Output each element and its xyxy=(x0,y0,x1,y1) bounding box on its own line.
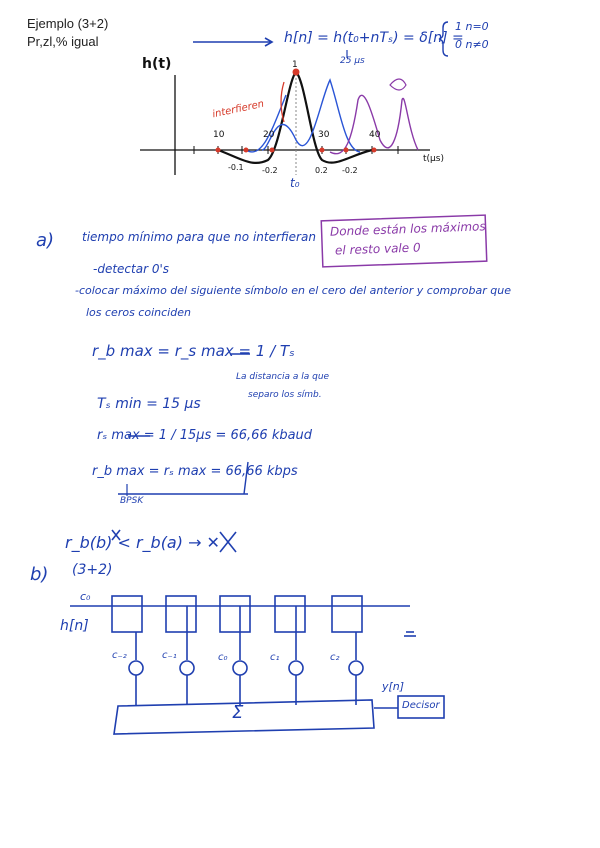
part-a-eq-4: r_b max = rₛ max = 66,66 kbps xyxy=(92,464,298,479)
equation-case-1: 1 n=0 xyxy=(455,20,489,33)
equation-note: 25 µs xyxy=(340,56,365,66)
part-b-config: (3+2) xyxy=(72,562,113,578)
coeff-c0: c₀ xyxy=(218,652,228,663)
part-b-marker: b) xyxy=(30,564,49,585)
plot-annotation: interfieren xyxy=(211,98,266,121)
tick-40: 40 xyxy=(369,130,381,140)
note-line-2: el resto vale 0 xyxy=(334,240,421,258)
tick-10: 10 xyxy=(213,130,225,140)
part-a-eq-1: r_b max = r_s max = 1 / Tₛ xyxy=(92,342,295,360)
fir-filter-diagram xyxy=(70,530,444,734)
neg-label-3: 0.2 xyxy=(315,166,328,175)
part-a-line-1: tiempo mínimo para que no interfieran xyxy=(82,230,316,244)
part-a-line-2: -detectar 0's xyxy=(93,262,170,276)
part-a-eq-4-sub: BPSK xyxy=(120,496,144,506)
part-b-input: h[n] xyxy=(60,618,89,634)
plot-t0: t₀ xyxy=(290,176,300,190)
part-a-eq-1-note-2: separo los símb. xyxy=(248,390,322,400)
coeff-c2: c₂ xyxy=(330,652,340,663)
part-a-marker: a) xyxy=(36,230,55,251)
coeff-c-minus-2: c₋₂ xyxy=(112,650,127,661)
coeff-c-minus-1: c₋₁ xyxy=(162,650,177,661)
neg-label-2: -0.2 xyxy=(262,166,278,175)
plot-unit: t(µs) xyxy=(423,154,444,164)
part-a-eq-2: Tₛ min = 15 µs xyxy=(97,396,201,412)
note-line-1: Donde están los máximos xyxy=(329,219,486,239)
part-a-line-4: los ceros coinciden xyxy=(86,306,191,319)
part-b-c0: c₀ xyxy=(80,590,91,603)
tick-30: 30 xyxy=(318,130,330,140)
plot-peak-label: 1 xyxy=(292,60,298,70)
part-a-compare: r_b(b) < r_b(a) → ✕ xyxy=(65,533,220,552)
part-a-eq-1-note-1: La distancia a la que xyxy=(236,372,330,382)
plot-ylabel: h(t) xyxy=(142,56,172,72)
part-a-eq-3: rₛ max = 1 / 15µs = 66,66 kbaud xyxy=(97,428,313,443)
coeff-c1: c₁ xyxy=(270,652,280,663)
neg-label-4: -0.2 xyxy=(342,166,358,175)
part-a-line-3: -colocar máximo del siguiente símbolo en el cero del anterior y comprobar que xyxy=(75,284,511,297)
header-title: Ejemplo (3+2) xyxy=(27,16,109,31)
tick-20: 20 xyxy=(263,130,275,140)
header-subtitle: Pr,zl,% igual xyxy=(27,34,99,49)
decisor-label: Decisor xyxy=(402,700,440,711)
neg-label-1: -0.1 xyxy=(228,163,244,172)
equation-lhs: h[n] = h(t₀+nTₛ) = δ[n] = xyxy=(284,30,464,46)
part-b-output: y[n] xyxy=(382,680,405,693)
equation-case-2: 0 n≠0 xyxy=(455,38,489,51)
sum-symbol: Σ xyxy=(232,702,244,723)
black-pulse xyxy=(218,72,372,163)
